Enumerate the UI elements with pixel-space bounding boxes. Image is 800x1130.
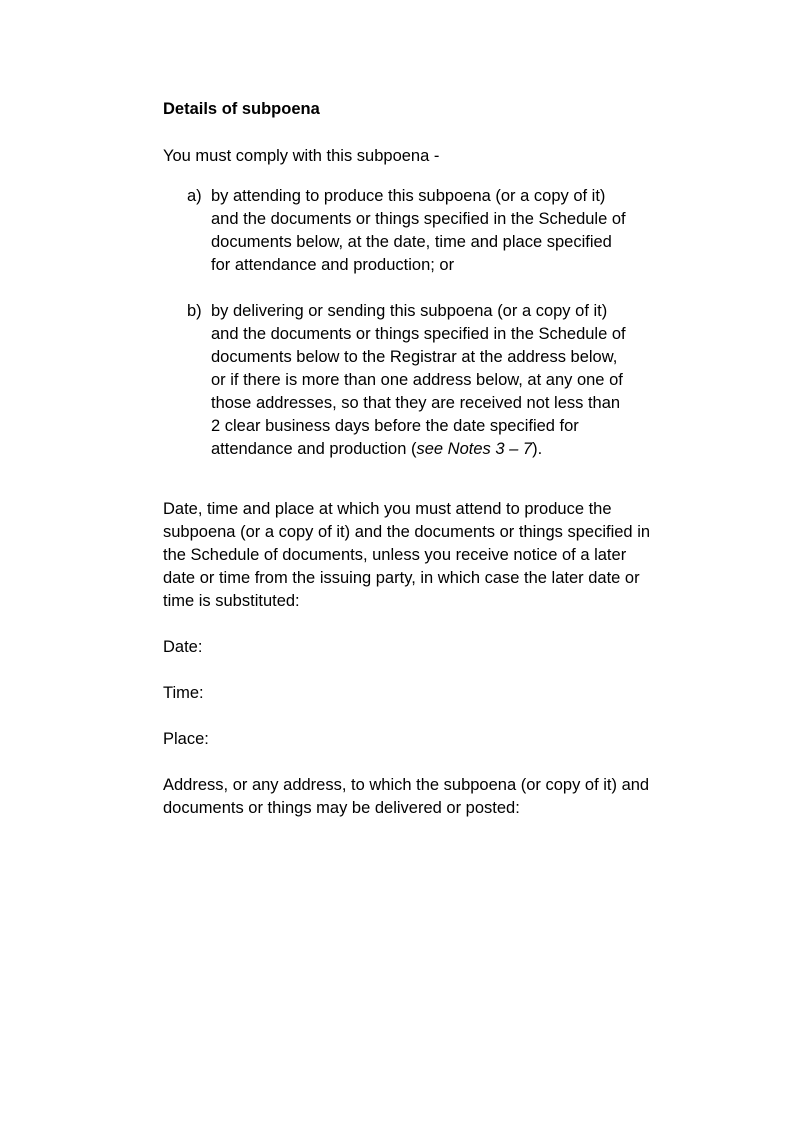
date-label: Date: [163,638,203,656]
list-item-text-b [211,300,633,461]
list-marker-b: b) [187,302,202,320]
time-label: Time: [163,684,204,702]
list-item-text-b-end: ). [532,440,543,458]
compliance-options-list [163,185,653,461]
attendance-instructions: Date, time and place at which you must attend to produce the subpoena (or a copy of it) and the documents or things specified in the Schedule of documents, unless you receive notice of a later date or time from the issuing party, in which case the later date or time is substituted: [163,500,651,610]
list-item [187,185,633,277]
intro-text: You must comply with this subpoena - [163,147,440,165]
section-heading: Details of subpoena [163,100,320,118]
list-item-text-a: by attending to produce this subpoena (or a copy of it) and the documents or things specified in the Schedule of documents below, at the date, time and place specified for attendance and production; or [211,187,626,274]
list-marker-a: a) [187,187,202,205]
subpoena-details-section [163,98,653,820]
place-label: Place: [163,730,209,748]
see-notes-reference: see Notes 3 – 7 [416,440,533,458]
delivery-address-instructions: Address, or any address, to which the subpoena (or copy of it) and documents or things may be delivered or posted: [163,776,650,817]
list-item-text-b-start: by delivering or sending this subpoena (or a copy of it) and the documents or things specified in the Schedule of documents below to the Registrar at the address below, or if there is more than one address below, at any one of those addresses, so that they are received not less than 2 clear business days before the date specified for attendance and production ( [211,302,626,458]
list-item [187,300,633,461]
